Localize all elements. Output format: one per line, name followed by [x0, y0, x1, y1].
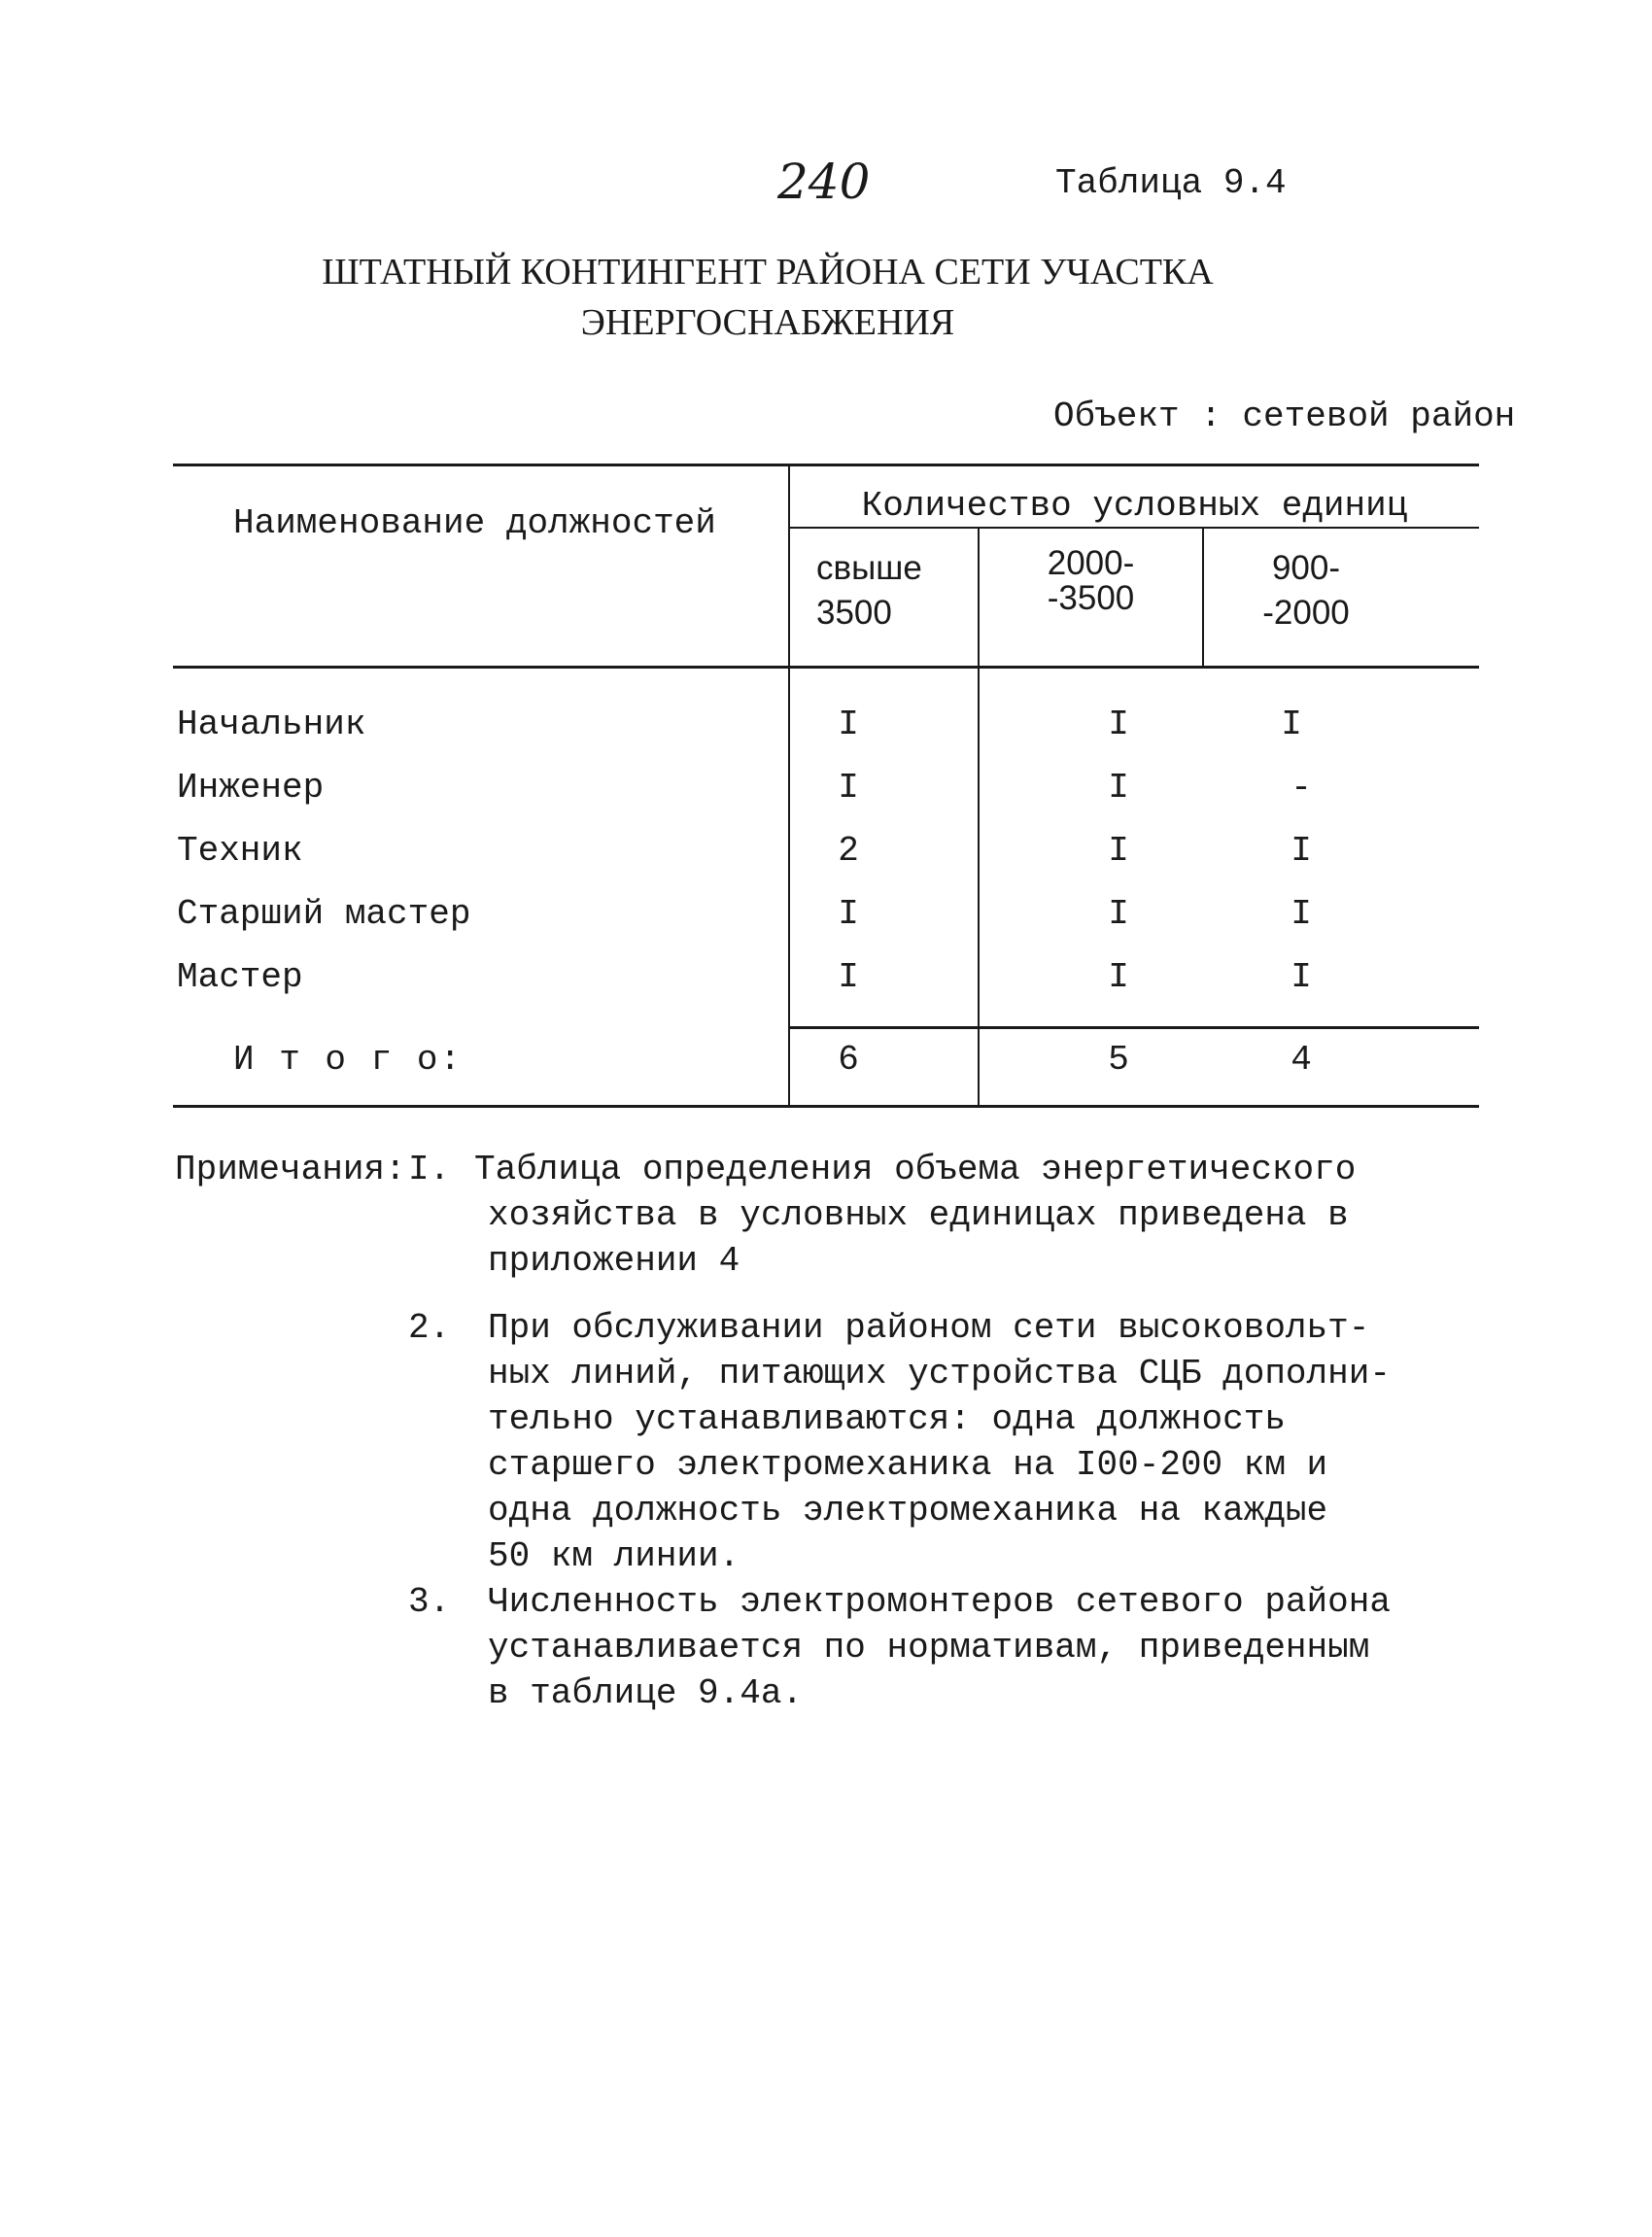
table-label: Таблица 9.4 — [1055, 163, 1287, 203]
column-header-above-3500 — [816, 546, 922, 636]
row-value: I — [1108, 768, 1129, 808]
note-line: устанавливается по нормативам, приведенным — [488, 1628, 1370, 1668]
total-value: 4 — [1291, 1040, 1312, 1080]
column-header-line: 3500 — [816, 594, 892, 632]
note-number: I. — [408, 1150, 451, 1189]
note-number: 2. — [408, 1308, 451, 1348]
note-line: хозяйства в условных единицах приведена в — [488, 1195, 1349, 1235]
row-value: I — [1291, 894, 1312, 934]
note-line: При обслуживании районом сети высоковольт- — [488, 1308, 1370, 1348]
note-line: 50 км линии. — [488, 1536, 740, 1576]
row-value: I — [1108, 831, 1129, 871]
page-number: 240 — [777, 154, 871, 210]
column-header-line: свыше — [816, 549, 922, 587]
row-value: I — [1108, 705, 1129, 744]
row-value: I — [1108, 957, 1129, 997]
row-position-name: Начальник — [177, 705, 366, 744]
note-item-1 — [474, 1147, 1356, 1284]
row-value: I — [838, 894, 859, 934]
row-value: I — [838, 705, 859, 744]
object-line: Объект : сетевой район — [1053, 396, 1516, 436]
header-bottom-rule — [173, 666, 1479, 669]
column-header-line: 900- — [1271, 549, 1341, 587]
note-line: старшего электромеханика на I00-200 км и — [488, 1445, 1328, 1485]
row-value: I — [838, 768, 859, 808]
header-position-name: Наименование должностей — [233, 503, 716, 543]
table-bottom-rule — [173, 1105, 1479, 1108]
row-value: I — [838, 957, 859, 997]
group-header-rule — [790, 527, 1479, 529]
note-line: приложении 4 — [488, 1241, 740, 1281]
note-item-2 — [488, 1305, 1391, 1579]
note-line: тельно устанавливаются: одна должность — [488, 1399, 1286, 1439]
row-value: I — [1291, 831, 1312, 871]
row-position-name: Мастер — [177, 957, 303, 997]
note-line: одна должность электромеханика на каждые — [488, 1491, 1328, 1531]
note-line: Таблица определения объема энергетического — [474, 1150, 1357, 1189]
note-number: 3. — [408, 1582, 451, 1622]
notes-label: Примечания: — [175, 1150, 406, 1189]
column-header-line: -2000 — [1262, 594, 1350, 632]
total-label: И т о г о: — [233, 1040, 464, 1080]
row-value: 2 — [838, 831, 859, 871]
row-value: - — [1291, 768, 1312, 808]
total-top-rule — [790, 1026, 1479, 1029]
note-line: Численность электромонтеров сетевого района — [488, 1582, 1391, 1622]
note-line: ных линий, питающих устройства СЦБ дополни- — [488, 1354, 1391, 1394]
row-value: I — [1291, 957, 1312, 997]
row-value: I — [1281, 705, 1302, 744]
total-value: 6 — [838, 1040, 859, 1080]
note-line: в таблице 9.4а. — [488, 1673, 804, 1713]
table-top-rule — [173, 464, 1479, 466]
row-position-name: Инженер — [177, 768, 325, 808]
column-header-2000-3500 — [980, 546, 1202, 616]
header-units-group: Количество условных единиц — [861, 486, 1408, 526]
document-title-line-2: ЭНЕРГОСНАБЖЕНИЯ — [580, 302, 955, 343]
row-value: I — [1108, 894, 1129, 934]
total-value: 5 — [1108, 1040, 1129, 1080]
column-header-line: 2000- — [1047, 544, 1135, 582]
note-item-3 — [488, 1579, 1391, 1716]
row-position-name: Техник — [177, 831, 303, 871]
row-position-name: Старший мастер — [177, 894, 471, 934]
document-title-line-1: ШТАТНЫЙ КОНТИНГЕНТ РАЙОНА СЕТИ УЧАСТКА — [322, 252, 1214, 293]
column-header-900-2000 — [1204, 546, 1408, 636]
column-header-line: -3500 — [1047, 579, 1135, 617]
